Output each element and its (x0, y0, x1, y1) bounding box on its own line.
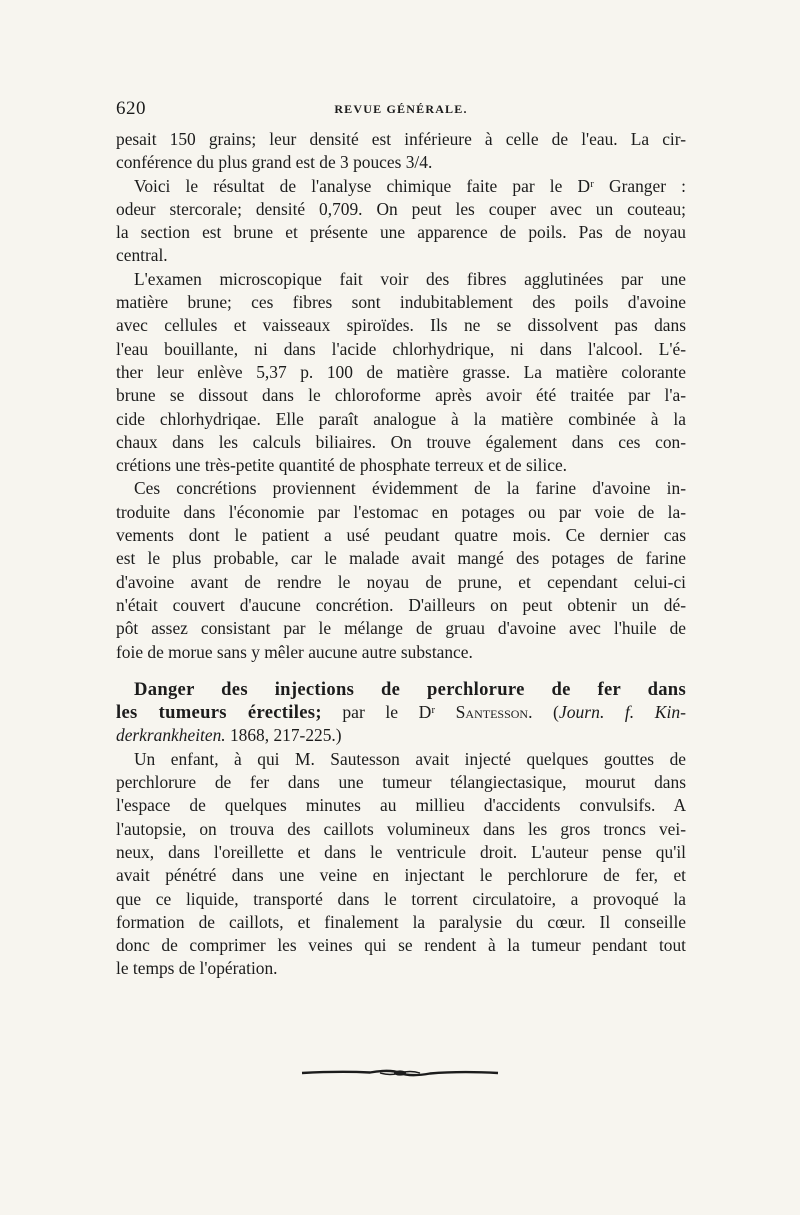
article-title: Danger des injections de perchlorure de fer dans (134, 678, 686, 700)
citation-details: 1868, 217-225.) (225, 725, 342, 746)
text-line: central. (116, 245, 168, 266)
article-title-line (116, 701, 686, 724)
text-line: perchlorure de fer dans une tumeur télangiectasique, mourut dans (116, 772, 686, 793)
text-line: Voici le résultat de l'analyse chimique faite par le Dʳ Granger : (134, 175, 686, 196)
text-line: troduite dans l'économie par l'estomac en potages ou par voie de la- (116, 501, 686, 522)
text-line: d'avoine avant de rendre le noyau de prune, et cependant celui-ci (116, 571, 686, 592)
text-line: Un enfant, à qui M. Sautesson avait injecté quelques gouttes de (134, 748, 686, 769)
text-line: pesait 150 grains; leur densité est inférieure à celle de l'eau. La cir- (116, 129, 686, 149)
text-line: est le plus probable, car le malade avait mangé des potages de farine (116, 548, 686, 569)
text-line: Ces concrétions proviennent évidemment de la farine d'avoine in- (134, 478, 686, 499)
text-line: l'autopsie, on trouva des caillots volumineux dans les gros troncs vei- (116, 818, 686, 839)
text-line: odeur stercorale; densité 0,709. On peut les couper avec un couteau; (116, 198, 686, 219)
citation-line (116, 724, 686, 747)
text-line: cide chlorhydriqae. Elle paraît analogue à la matière combinée à la (116, 408, 686, 429)
author-name: Santesson. (455, 702, 533, 723)
text-line: avait pénétré dans une veine en injectant le perchlorure de fer, et (116, 865, 686, 886)
text-line: brune se dissout dans le chloroforme après avoir été traitée par l'a- (116, 385, 686, 406)
citation-open: ( (532, 702, 559, 723)
paragraph (116, 128, 686, 175)
text-line: le temps de l'opération. (116, 958, 278, 979)
article-title-line (116, 678, 686, 701)
text-line: n'était couvert d'aucune concrétion. D'ailleurs on peut obtenir un dé- (116, 594, 686, 615)
text-line: la section est brune et présente une apparence de poils. Pas de noyau (116, 222, 686, 243)
paragraph (116, 268, 686, 478)
text-line: que ce liquide, transporté dans le torrent circulatoire, a provoqué la (116, 888, 686, 909)
paragraph (116, 477, 686, 663)
journal-name-continued: derkrankheiten. (116, 725, 226, 746)
article-heading (116, 678, 686, 748)
text-line: donc de comprimer les veines qui se rendent à la tumeur pendant tout (116, 935, 686, 956)
section-gap (116, 664, 686, 678)
text-line: avec cellules et vaisseaux spiroïdes. Ils ne se dissolvent pas dans (116, 315, 686, 336)
page-number: 620 (116, 98, 146, 119)
text-line: formation de caillots, et finalement la paralysie du cœur. Il conseille (116, 911, 686, 932)
text-line: matière brune; ces fibres sont indubitablement des poils d'avoine (116, 292, 686, 313)
paragraph (116, 175, 686, 268)
text-line: L'examen microscopique fait voir des fibres agglutinées par une (134, 268, 686, 289)
text-line: foie de morue sans y mêler aucune autre substance. (116, 641, 473, 662)
text-line: vements dont le patient a usé peudant quatre mois. Ce dernier cas (116, 525, 686, 546)
text-line: ther leur enlève 5,37 p. 100 de matière grasse. La matière colorante (116, 361, 686, 382)
text-line: l'espace de quelques minutes au millieu d'accidents convulsifs. A (116, 795, 686, 816)
text-line: neux, dans l'oreillette et dans le ventricule droit. L'auteur pense qu'il (116, 841, 686, 862)
text-line: crétions une très-petite quantité de phosphate terreux et de silice. (116, 455, 568, 476)
page-body (116, 128, 686, 981)
text-line: chaux dans les calculs biliaires. On trouve également dans ces con- (116, 431, 686, 452)
paragraph (116, 748, 686, 981)
text-line: conférence du plus grand est de 3 pouces 3/4. (116, 152, 433, 173)
page-header (116, 98, 686, 122)
text-line: l'eau bouillante, ni dans l'acide chlorhydrique, ni dans l'alcool. L'é- (116, 338, 686, 359)
journal-name: Journ. f. Kin- (558, 702, 686, 723)
section-end-ornament (300, 1068, 500, 1078)
byline-text: par le Dʳ (321, 702, 456, 723)
article-title-continued: les tumeurs érectiles; (116, 702, 322, 724)
running-head: REVUE GÉNÉRALE. (334, 102, 468, 116)
text-line: pôt assez consistant par le mélange de gruau d'avoine avec l'huile de (116, 618, 686, 639)
